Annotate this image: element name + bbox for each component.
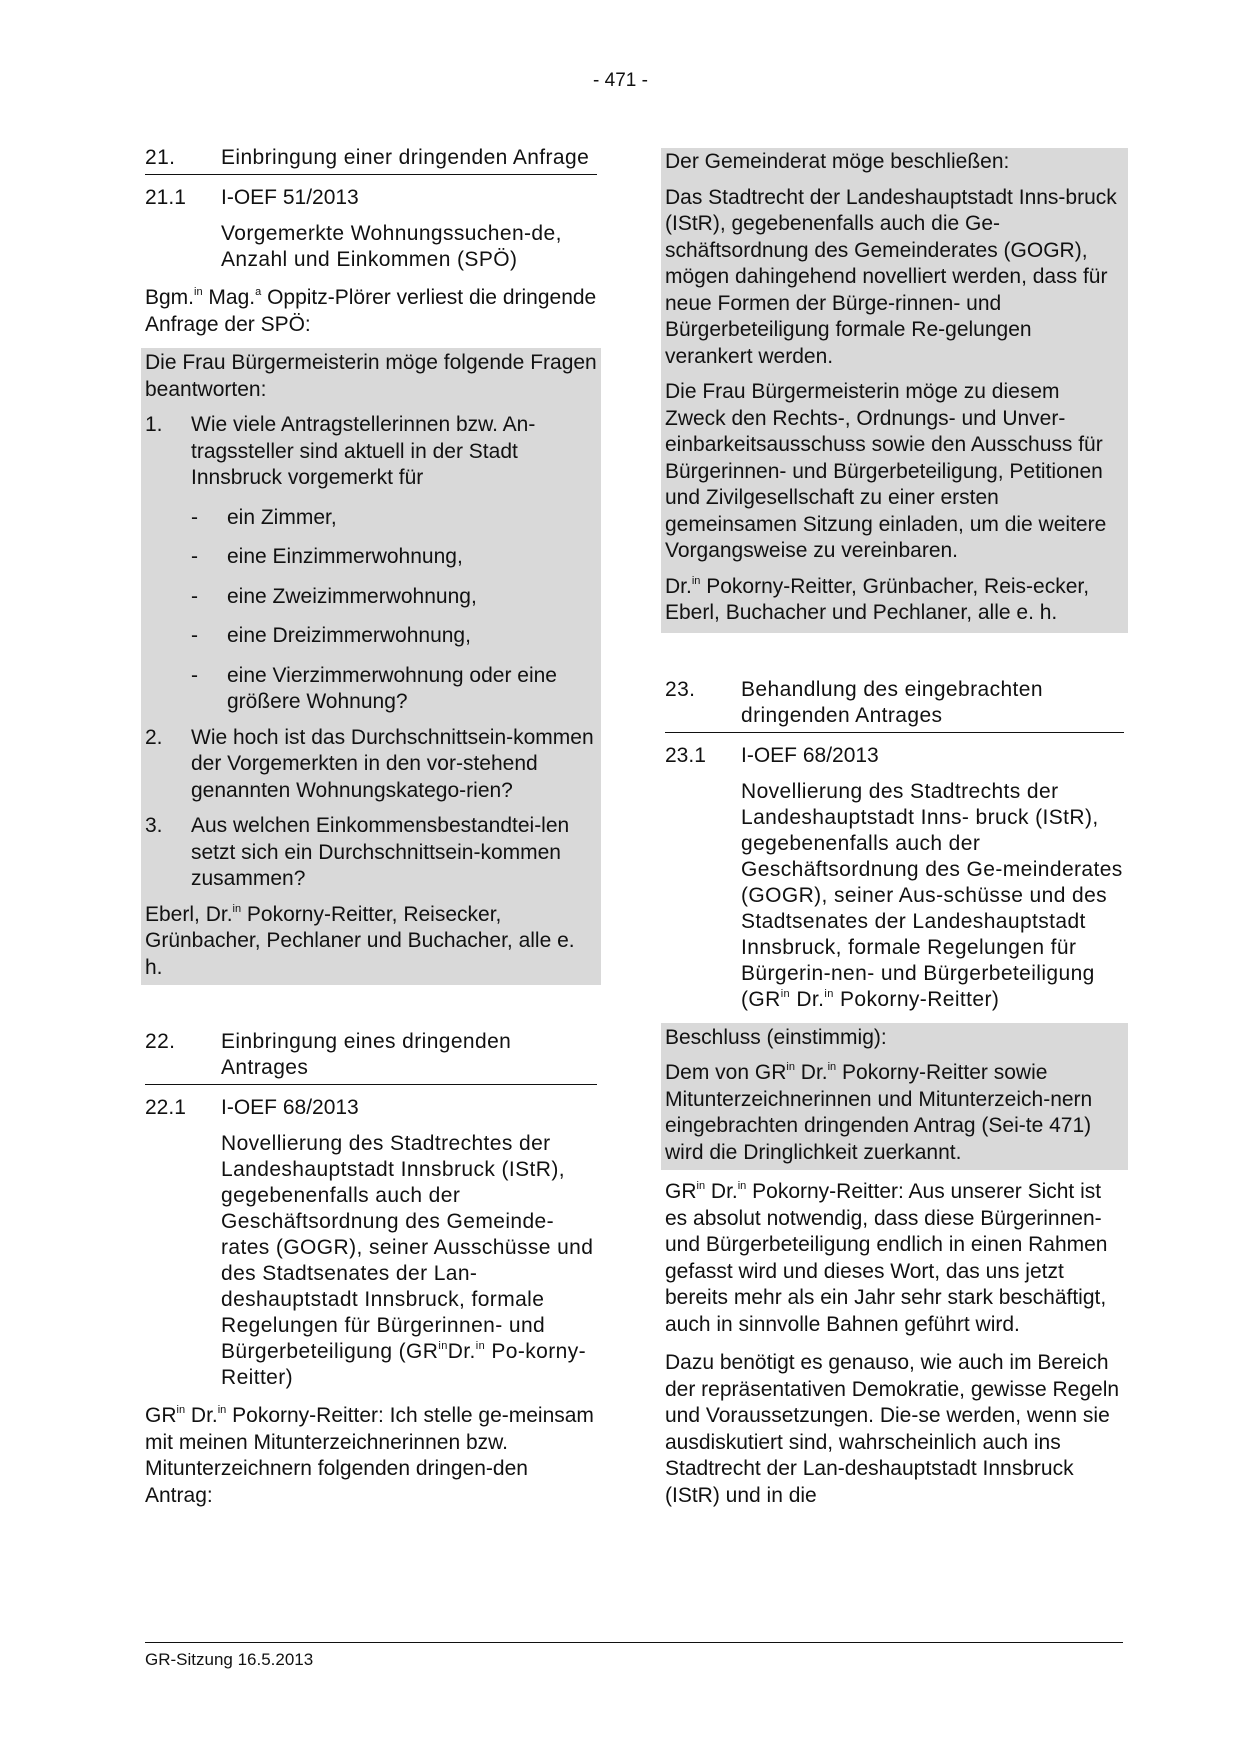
motion-lead: Der Gemeinderat möge beschließen: [665,150,1010,173]
section-heading-21 [145,145,597,175]
text: Dr. [665,574,692,598]
dash-bullet: - [191,624,198,647]
question-number: 3. [145,814,163,837]
superscript: in [696,1180,706,1192]
text: Dem von GR [665,1061,787,1084]
superscript: in [217,1404,227,1416]
speaker-title: GR [665,1180,697,1203]
section-title: Behandlung des eingebrachten dringenden Antrages [741,677,1043,727]
list-item [191,663,597,716]
list-item [191,584,597,611]
subsection-title [741,779,1124,1013]
question-text: Wie hoch ist das Durchschnittsein-kommen der Vorgemerkten in den vor-stehend genannten Wohnungskatego-rien? [191,725,594,802]
section-number: 22. [145,1030,176,1053]
superscript: in [780,987,791,1000]
motion-box [661,148,1128,633]
speech-paragraph [665,1179,1124,1338]
left-column [145,145,597,1509]
text: Dr. [185,1404,218,1427]
subsection-number: 23.1 [665,743,706,767]
subsection-reference: I-OEF 68/2013 [741,743,879,767]
text: Pokorny-Reitter: Ich stelle ge-meinsam mit meinen Mitunterzeichnerinnen bzw. Mitunterzeichnern folgenden dringen-den Antrag: [145,1404,594,1507]
decision-text [665,1060,1124,1166]
dash-bullet: - [191,584,198,608]
subsection-22-1 [145,1095,597,1121]
subsection-title: Vorgemerkte Wohnungssuchen-de, Anzahl und Einkommen (SPÖ) [221,222,562,271]
motion-paragraph-2: Die Frau Bürgermeisterin möge zu diesem Zweck den Rechts-, Ordnungs- und Unver-einbarkeitsausschuss sowie den Ausschuss für Bürgerinnen- und Bürgerbeteiligung, Petitionen und Zivilgesellschaft zu einer ersten gemeinsamen Sitzung einladen, um die weitere Vorgangsweise zu vereinbaren. [665,380,1107,562]
list-item [191,544,597,571]
page-number: - 471 - [593,70,648,91]
text: Pokorny-Reitter) [833,987,1000,1011]
question-1 [145,412,597,492]
text: Po-korny-Reitter) [221,1340,586,1389]
list-item [191,623,597,650]
superscript: in [194,286,203,298]
speech-paragraph [145,1403,597,1509]
subsection-23-1 [665,743,1124,769]
text: Bgm. [145,286,195,309]
text: Pokorny-Reitter, Reisecker, Grünbacher, Pechlaner und Buchacher, alle e. h. [145,902,575,979]
list-item-text: ein Zimmer, [227,505,337,529]
section-heading-22 [145,1029,597,1085]
text: Dr. [447,1340,476,1363]
dash-bullet: - [191,505,198,529]
text: Eberl, Dr. [145,902,233,926]
signatories [145,902,597,982]
superscript: in [691,574,701,587]
question-3 [145,813,597,893]
superscript: in [232,902,242,915]
section-title: Einbringung einer dringenden Anfrage [221,146,590,169]
text: Oppitz-Plörer verliest die dringende Anfrage der SPÖ: [145,286,597,336]
list-item-text: eine Zweizimmerwohnung, [227,584,477,608]
motion-signatories [665,574,1124,627]
text: Dr. [794,1061,828,1084]
section-number: 23. [665,677,696,701]
section-number: 21. [145,146,176,169]
subsection-number: 21.1 [145,186,186,209]
question-number: 2. [145,725,163,749]
superscript: in [176,1404,186,1416]
intro-paragraph [145,285,597,338]
superscript: a [255,286,262,298]
subsection-reference: I-OEF 68/2013 [221,1096,359,1119]
text: Mag. [202,286,256,309]
subsection-number: 22.1 [145,1096,186,1119]
inquiry-box [141,348,601,985]
decision-lead: Beschluss (einstimmig): [665,1025,887,1049]
superscript: in [827,1061,837,1073]
section-heading-23 [665,677,1124,733]
subsection-reference: I-OEF 51/2013 [221,186,359,209]
text: Pokorny-Reitter, Grünbacher, Reis-ecker, Eberl, Buchacher und Pechlaner, alle e. h. [665,574,1090,624]
text: Novellierung des Stadtrechtes der Landeshauptstadt Innsbruck (IStR), gegebenenfalls auch der Geschäftsordnung des Gemeinde-rates (GOGR), seiner Ausschüsse und des Stadtsenates der Lan-deshauptstadt Innsbruck, formale Regelungen für Bürgerinnen- und Bürgerbeteiligung (GR [221,1132,594,1363]
motion-paragraph-1: Das Stadtrecht der Landeshauptstadt Inns-bruck (IStR), gegebenenfalls auch die Ge-schäftsordnung des Gemeinderates (GOGR), mögen dahingehend novelliert werden, dass für neue Formen der Bürge-rinnen- und Bürgerbeteiligung formale Re-gelungen verankert werden. [665,185,1117,368]
section-title: Einbringung eines dringenden Antrages [221,1030,512,1079]
text: Dr. [705,1180,738,1203]
list-item-text: eine Dreizimmerwohnung, [227,624,471,647]
right-column [665,148,1124,1509]
superscript: in [737,1180,747,1192]
footer-session-date: GR-Sitzung 16.5.2013 [145,1650,314,1669]
superscript: in [824,987,834,1000]
text: Pokorny-Reitter sowie Mitunterzeichnerinnen und Mitunterzeich-nern eingebrachten dringenden Antrag (Sei-te 471) wird die Dringlichkeit zuerkannt. [665,1061,1093,1164]
dash-bullet: - [191,545,198,568]
speaker-title: GR [145,1404,177,1427]
question-2 [145,725,597,805]
list-item-text: eine Vierzimmerwohnung oder eine größere Wohnung? [227,663,557,713]
inquiry-lead: Die Frau Bürgermeisterin möge folgende Fragen beantworten: [145,351,597,401]
subsection-21-1 [145,185,597,211]
question-text: Aus welchen Einkommensbestandtei-len setzt sich ein Durchschnittsein-kommen zusammen? [191,814,570,890]
superscript: in [438,1340,448,1352]
superscript: in [786,1061,795,1073]
text: Pokorny-Reitter: Aus unserer Sicht ist es absolut notwendig, dass diese Bürgerinnen- und Bürgerbeteiligung endlich in einen Rahmen gefasst wird und dieses Wort, das uns jetzt bereits mehr als ein Jahr sehr stark beschäftigt, auch in sinnvolle Bahnen geführt wird. [665,1180,1108,1336]
subsection-title [221,1131,597,1391]
question-text: Wie viele Antragstellerinnen bzw. An-tragssteller sind aktuell in der Stadt Innsbruck vorgemerkt für [191,413,536,489]
apartment-list [191,505,597,716]
text: Dr. [790,987,825,1011]
footer-divider [145,1642,1123,1643]
dash-bullet: - [191,663,198,687]
list-item-text: eine Einzimmerwohnung, [227,545,463,568]
superscript: in [475,1340,486,1352]
question-number: 1. [145,413,163,436]
final-paragraph: Dazu benötigt es genauso, wie auch im Bereich der repräsentativen Demokratie, gewisse Regeln und Voraussetzungen. Die-se werden, wenn sie ausdiskutiert sind, wahrscheinlich auch ins Stadtrecht der Lan-deshauptstadt Innsbruck (IStR) und in die [665,1351,1120,1507]
text: Novellierung des Stadtrechts der Landeshauptstadt Inns- bruck (IStR), gegebenenfalls auch der Geschäftsordnung des Ge-meinderates (GOGR), seiner Aus-schüsse und des Stadtsenates der Landeshauptstadt Innsbruck, formale Regelungen für Bürgerin-nen- und Bürgerbeteiligung (GR [741,779,1123,1011]
list-item [191,505,597,532]
decision-box [661,1023,1128,1171]
